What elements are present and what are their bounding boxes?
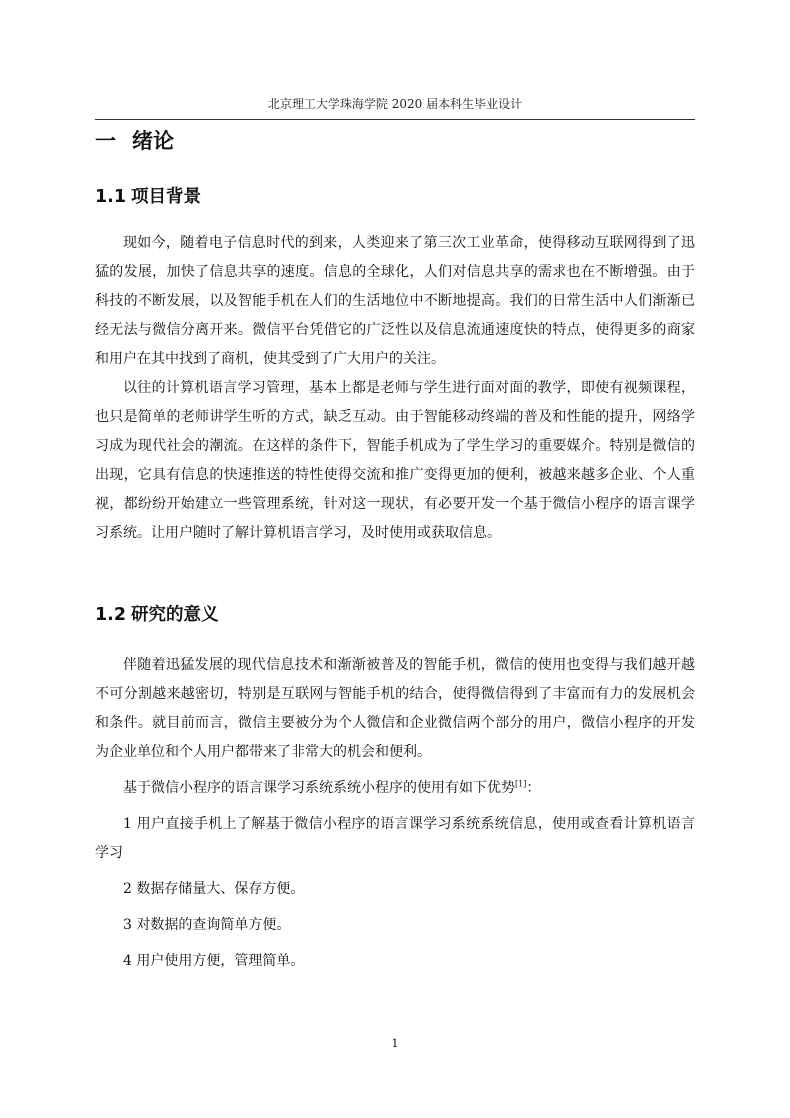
section-title: 项目背景 xyxy=(131,187,202,207)
advantages-intro-text: 基于微信小程序的语言课学习系统系统小程序的使用有如下优势 xyxy=(123,780,515,796)
section-heading-1-1 xyxy=(95,184,201,210)
section-heading-1-2 xyxy=(95,602,219,628)
page-number: 1 xyxy=(391,1037,399,1050)
chapter-number: 一 xyxy=(95,129,116,153)
section-title: 研究的意义 xyxy=(131,605,219,625)
section-number: 1.1 xyxy=(95,187,127,207)
section-1-2-body xyxy=(95,651,695,983)
body-paragraph: 现如今，随着电子信息时代的到来，人类迎来了第三次工业革命，使得移动互联网得到了迅猛的发展，加快了信息共享的速度。信息的全球化，人们对信息共享的需求也在不断增强。由于科技的不断发展，以及智能手机在人们的生活地位中不断地提高。我们的日常生活中人们渐渐已经无法与微信分离开来。微信平台凭借它的广泛性以及信息流通速度快的特点，使得更多的商家和用户在其中找到了商机，使其受到了广大用户的关注。 xyxy=(95,235,695,367)
body-paragraph: 伴随着迅猛发展的现代信息技术和渐渐被普及的智能手机，微信的使用也变得与我们越开越不可分割越来越密切，特别是互联网与智能手机的结合，使得微信得到了丰富而有力的发展机会和条件。就目前而言，微信主要被分为个人微信和企业微信两个部分的用户，微信小程序的开发为企业单位和个人用户都带来了非常大的机会和便利。 xyxy=(95,657,695,760)
body-paragraph: 以往的计算机语言学习管理，基本上都是老师与学生进行面对面的教学，即使有视频课程，也只是简单的老师讲学生听的方式，缺乏互动。由于智能移动终端的普及和性能的提升，网络学习成为现代社会的潮流。在这样的条件下，智能手机成为了学生学习的重要媒介。特别是微信的出现，它具有信息的快速推送的特性使得交流和推广变得更加的便利，被越来越多企业、个人重视，都纷纷开始建立一些管理系统，针对这一现状，有必要开发一个基于微信小程序的语言课学习系统。让用户随时了解计算机语言学习，及时使用或获取信息。 xyxy=(95,380,695,541)
header-rule xyxy=(95,119,695,120)
advantages-intro-end: ： xyxy=(526,780,541,796)
chapter-title: 绪论 xyxy=(132,129,174,153)
list-item: 2 数据存储量大、保存方便。 xyxy=(123,881,305,897)
list-item: 3 对数据的查询简单方便。 xyxy=(123,917,291,933)
section-number: 1.2 xyxy=(95,605,127,625)
citation-marker: [1] xyxy=(515,779,527,789)
chapter-heading xyxy=(95,126,174,156)
section-1-1-body xyxy=(95,229,695,548)
list-item: 1 用户直接手机上了解基于微信小程序的语言课学习系统系统信息，使用或查看计算机语言学习 xyxy=(95,816,695,861)
running-header: 北京理工大学珠海学院 2020 届本科生毕业设计 xyxy=(267,97,523,111)
advantages-intro xyxy=(95,774,695,803)
list-item: 4 用户使用方便，管理简单。 xyxy=(123,953,305,969)
